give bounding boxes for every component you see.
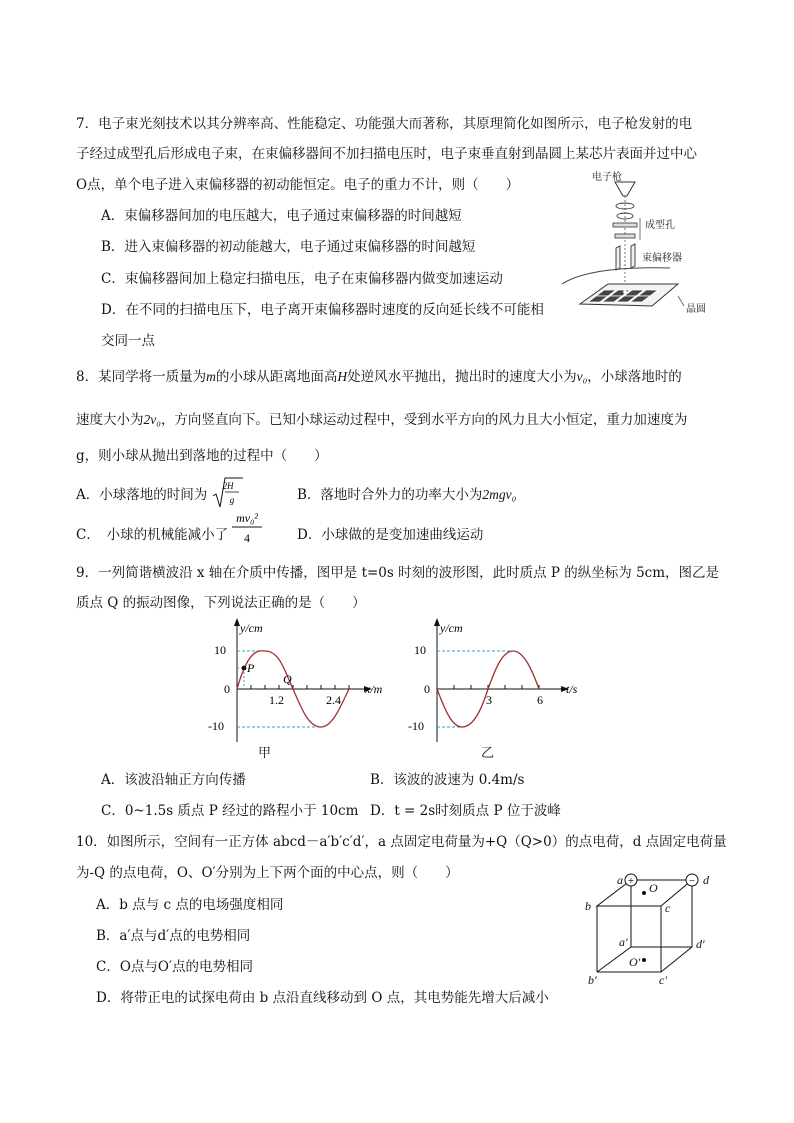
q9-option-c: C．0~1.5s 质点 P 经过的路程小于 10cm [101, 803, 359, 819]
cube-label-b: b [585, 899, 591, 913]
q8-2v0: 2v₀ [143, 412, 161, 427]
graph-a-ytick-10: 10 [214, 643, 226, 657]
q10-option-c: C．O点与O′点的电势相同 [96, 959, 254, 975]
graph-b-xtick-3: 3 [486, 693, 492, 707]
q8-height: H [337, 369, 348, 384]
graph-a-xtick-2: 2.4 [326, 693, 341, 707]
q8-v0: v₀ [576, 369, 588, 384]
graph-a-xlabel: x/m [365, 682, 383, 696]
q8-line1 [76, 368, 682, 386]
q7-line1: 7．电子束光刻技术以其分辨率高、性能稳定、功能强大而著称，其原理简化如图所示，电子枪发射的电 [76, 116, 693, 132]
label-wafer: 晶圆 [686, 304, 706, 315]
q8-option-c: C． 小球的机械能减小了 [76, 527, 229, 543]
cube-label-a1: a′ [619, 935, 628, 949]
q7-line3: O点，单个电子进入束偏移器的初动能恒定。电子的重力不计，则（ ） [76, 177, 520, 193]
graph-a-ytick-neg10: -10 [208, 719, 224, 733]
graph-a-ylabel: y/cm [240, 621, 263, 635]
q8-line3: g，则小球从抛出到落地的过程中（ ） [76, 448, 328, 464]
sqrt-numerator: 2H [222, 481, 234, 491]
graph-b-ytick-0: 0 [424, 682, 430, 696]
label-deflector: 束偏移器 [642, 253, 682, 264]
wave-graph-a [200, 612, 400, 762]
q8-line2-a: 速度大小为 [76, 412, 144, 428]
q9-option-a: A．该波沿轴正方向传播 [101, 772, 246, 788]
q10-option-b: B．a′点与d′点的电势相同 [96, 928, 251, 944]
graph-a-point-p: P [247, 661, 255, 675]
graph-a-point-q: Q [283, 672, 292, 686]
graph-b-ylabel: y/cm [440, 621, 463, 635]
cube-label-c: c [665, 901, 671, 915]
graph-b-caption: 乙 [481, 746, 495, 761]
q8-line1-d: ，小球落地时的 [587, 369, 682, 385]
graph-b-xtick-6: 6 [537, 693, 543, 707]
frac-denominator: 4 [244, 531, 250, 545]
q8-option-a-text: A．小球落地的时间为 [76, 487, 208, 503]
cube-label-d: d [703, 873, 709, 887]
q8-option-b-expr: 2mgv₀ [482, 487, 517, 502]
q8-line2-b: ，方向竖直向下。已知小球运动过程中，受到水平方向的风力且大小恒定，重力加速度为 [160, 412, 688, 428]
q8-line1-a: 8．某同学将一质量为 [76, 369, 207, 385]
q8-option-b-text: B．落地时合外力的功率大小为 [297, 487, 483, 503]
cube-label-c1: c′ [659, 973, 667, 987]
graph-b-ytick-neg10: -10 [408, 719, 424, 733]
q10-line2: 为-Q 的点电荷，O、O′分别为上下两个面的中心点，则（ ） [76, 865, 459, 881]
q7-option-d: D．在不同的扫描电压下，电子离开束偏移器时速度的反向延长线不可能相 [101, 302, 544, 318]
q7-line2: 子经过成型孔后形成电子束，在束偏移器间不加扫描电压时，电子束垂直射到晶圆上某芯片表面并过中心 [76, 146, 697, 162]
q9-option-d: D．t = 2s时刻质点 P 位于波峰 [370, 803, 561, 819]
q8-option-c-fraction [229, 504, 265, 548]
q8-option-d: D．小球做的是变加速曲线运动 [297, 527, 484, 543]
vibration-graph-b [400, 612, 600, 762]
graph-b-xlabel: t/s [566, 682, 578, 696]
electron-beam-figure [560, 166, 730, 326]
frac-numerator: mv₀² [236, 511, 258, 525]
q7-option-a: A．束偏移器间加的电压越大，电子通过束偏移器的时间越短 [101, 208, 462, 224]
label-gun: 电子枪 [592, 172, 622, 183]
q7-option-c: C．束偏移器间加上稳定扫描电压，电子在束偏移器内做变加速运动 [101, 271, 503, 287]
q10-line1: 10．如图所示，空间有一正方体 abcd－a′b′c′d′，a 点固定电荷量为+Q（Q>0）的点电荷，d 点固定电荷量 [76, 834, 727, 850]
cube-label-d1: d′ [696, 937, 705, 951]
label-aperture: 成型孔 [645, 220, 675, 231]
q10-option-d: D．将带正电的试探电荷由 b 点沿直线移动到 O 点，其电势能先增大后减小 [96, 990, 549, 1006]
q9-option-b: B．该波的波速为 0.4m/s [370, 772, 525, 788]
q8-line1-b: 的小球从距离地面高 [215, 369, 338, 385]
q7-option-d-cont: 交同一点 [101, 333, 155, 349]
q8-mass: m [206, 369, 216, 384]
graph-a-caption: 甲 [258, 746, 272, 761]
graph-b-ytick-10: 10 [414, 643, 426, 657]
graph-a-xtick-1: 1.2 [269, 693, 284, 707]
q9-line2: 质点 Q 的振动图像，下列说法正确的是（ ） [76, 595, 366, 611]
plus-charge-icon: + [627, 875, 635, 887]
cube-label-b1: b′ [588, 973, 597, 987]
cube-label-o1: O′ [629, 955, 641, 969]
q8-line2 [76, 411, 687, 429]
q8-option-b [297, 486, 516, 504]
cube-label-o: O [649, 881, 658, 895]
q9-line1: 9．一列简谐横波沿 x 轴在介质中传播，图甲是 t=0s 时刻的波形图，此时质点 P 的纵坐标为 5cm，图乙是 [76, 565, 720, 581]
cube-label-a: a [617, 873, 623, 887]
sqrt-denominator: g [229, 495, 235, 505]
graph-a-ytick-0: 0 [224, 682, 230, 696]
q8-option-a [76, 486, 207, 504]
minus-charge-icon: − [688, 875, 696, 887]
cube-figure [582, 868, 722, 994]
q10-option-a: A．b 点与 c 点的电场强度相同 [96, 897, 284, 913]
q7-option-b: B．进入束偏移器的初动能越大，电子通过束偏移器的时间越短 [101, 239, 476, 255]
q8-line1-c: 处逆风水平抛出，抛出时的速度大小为 [347, 369, 577, 385]
